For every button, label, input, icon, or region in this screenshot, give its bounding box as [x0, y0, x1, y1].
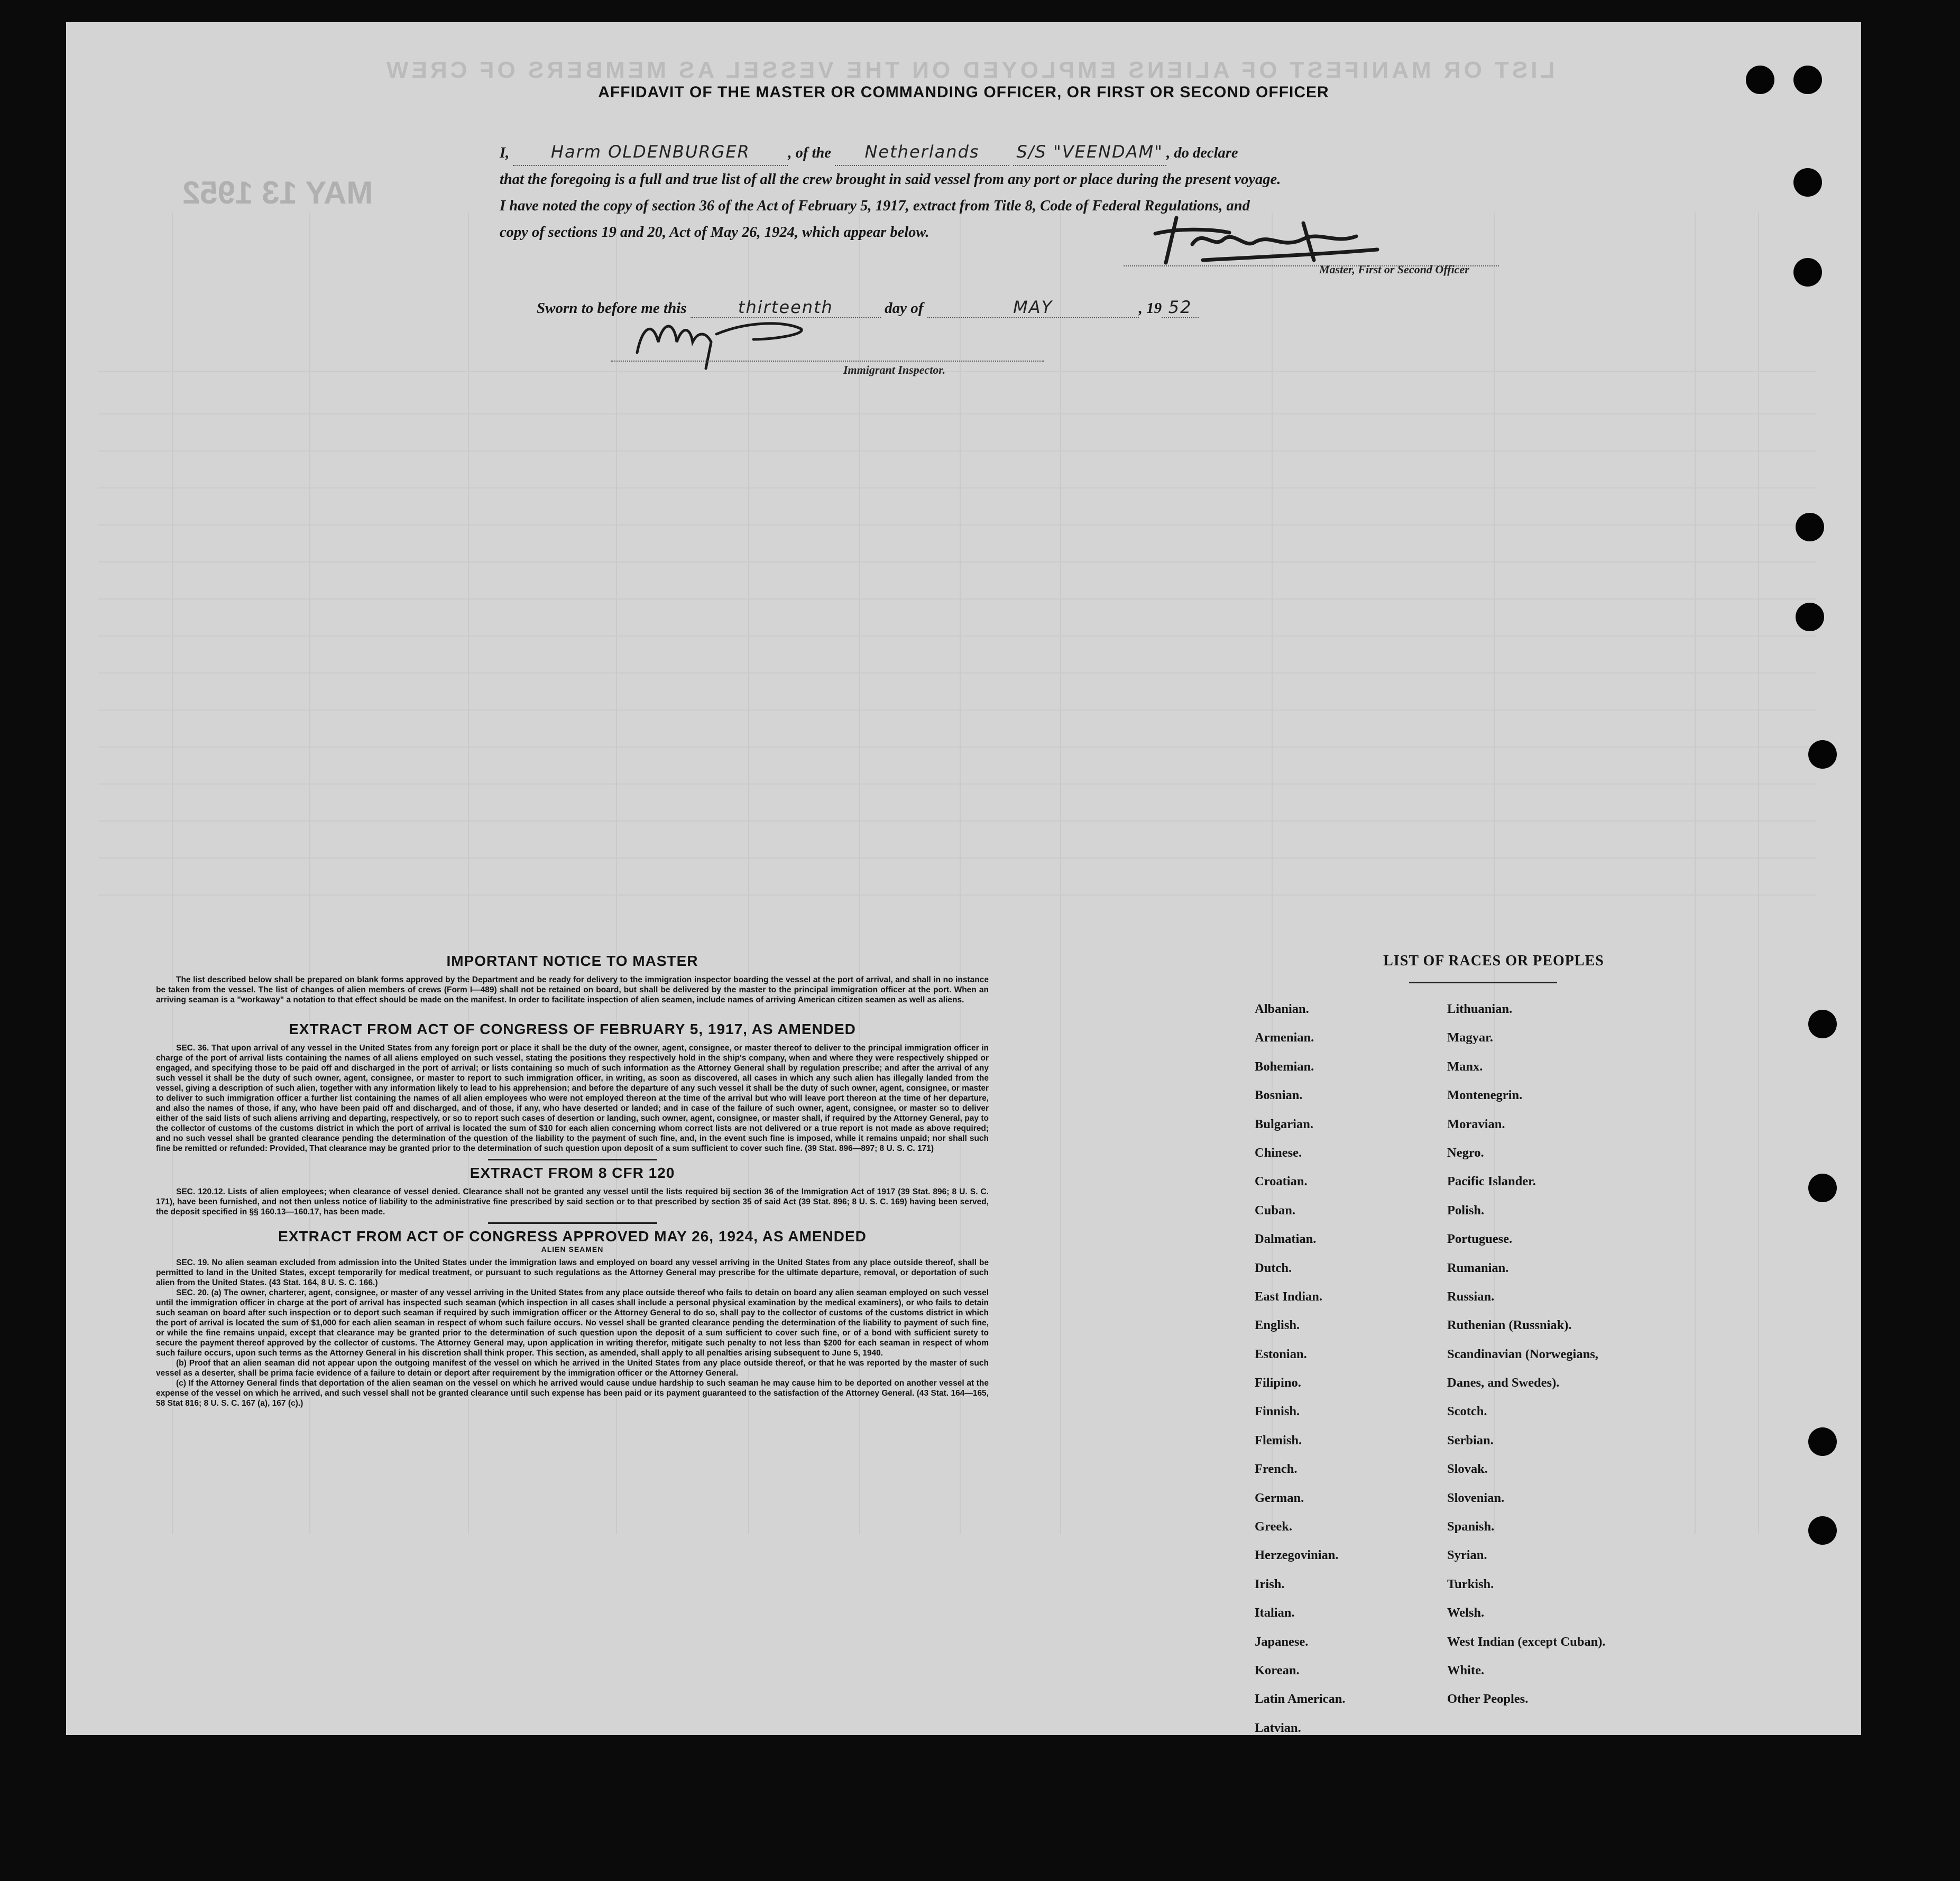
- master-signature-label: Master, First or Second Officer: [1319, 263, 1469, 276]
- bleed-line: [98, 635, 1816, 637]
- affidavit-of-the: , of the: [788, 145, 831, 161]
- race-item: Syrian.: [1447, 1548, 1487, 1563]
- race-item: East Indian.: [1255, 1289, 1323, 1304]
- race-item: Finnish.: [1255, 1404, 1300, 1419]
- extract3-sec20c: (c) If the Attorney General finds that deportation of the alien seaman on the vessel on which he arrived would cause undue hardship to such seaman he may cause him to be deported on another vessel at the expense of the vessel on which he arrived, and such vessel shall not be granted clearance until such expense has been paid or its payment guaranteed to the satisfaction of the Attorney General. (43 Stat. 164—165, 58 Stat 816; 8 U. S. C. 167 (a), 167 (c).): [156, 1379, 989, 1408]
- race-item: German.: [1255, 1490, 1304, 1505]
- extract3-title: EXTRACT FROM ACT OF CONGRESS APPROVED MAY 26, 1924, AS AMENDED: [278, 1228, 867, 1244]
- punch-hole: [1808, 1174, 1837, 1202]
- punch-hole: [1796, 603, 1824, 631]
- affidavit-prefix: I,: [500, 145, 510, 161]
- extract3-sec20b: (b) Proof that an alien seaman did not appear upon the outgoing manifest of the vessel on which he arrived in the United States from any place outside thereof, or that he was reported by the master of such vessel as a deserter, shall be prima facie evidence of a failure to detain or deport after requirement by the immigration officer or the Attorney General.: [156, 1359, 989, 1378]
- extract3-sec20a: SEC. 20. (a) The owner, charterer, agent, consignee, or master of any vessel arriving in the United States from any place outside thereof who fails to detain on board any alien seaman employed on such vessel until the immigration officer in charge at the port of arrival has inspected such seaman (which inspection in all cases shall include a personal physical examination by the medical examiners), or who fails to detain such seaman on board after such inspection or to deport such seaman if required by such immigration officer or the Attorney General to do so, shall pay to the collector of customs of the customs district in which the port of arrival is located the sum of $1,000 for each alien seaman in respect of whom such failure occurs. No vessel shall be granted clearance pending the determination of the liability to payment of such fine, or while the fine remains unpaid, except that clearance may be granted prior to the determination of such question upon the deposit of a sum sufficient to cover such fine, or of a bond with sufficient surety to secure the payment thereof approved by the collector of customs. The Attorney General may, upon application in writing therefor, mitigate such penalty to not less than $200 for each seaman in respect of whom such failure occurs, upon such terms as the Attorney General in his discretion shall think proper. This section, as amended, shall apply to all penalties arising subsequent to June 5, 1940.: [156, 1288, 989, 1358]
- notice-column: [156, 953, 989, 1408]
- race-item: Dutch.: [1255, 1260, 1292, 1275]
- divider: [488, 1222, 657, 1224]
- manifest-sheet: [66, 22, 1861, 1735]
- race-item: Russian.: [1447, 1289, 1495, 1304]
- affidavit-declare: , do declare: [1166, 145, 1238, 161]
- race-item: Scandinavian (Norwegians,: [1447, 1347, 1598, 1361]
- race-item: Armenian.: [1255, 1030, 1314, 1045]
- punch-hole: [1746, 66, 1774, 94]
- punch-hole: [1796, 513, 1824, 541]
- notice-text: The list described below shall be prepared on blank forms approved by the Department and be ready for delivery to the immigration inspector boarding the vessel at the port of arrival, and shall in no instance be taken from the vessel. The list of changes of alien members of crews (Form I—489) shall not be retained on board, but shall be delivered by the master to the principal immigration officer at the port. When an arriving seaman is a "workaway" a notation to that effect should be made on the manifest. In order to facilitate inspection of alien seamen, include names of arriving American citizen seamen as well as aliens.: [156, 975, 989, 1004]
- affidavit-line-2: that the foregoing is a full and true list of all the crew brought in said vessel from any port or place during the present voyage.: [500, 171, 1281, 188]
- race-item: Korean.: [1255, 1663, 1300, 1677]
- race-item: Scotch.: [1447, 1404, 1487, 1419]
- bleed-through-title: LIST OR MANIFEST OF ALIENS EMPLOYED ON THE VESSEL AS MEMBERS OF CREW: [383, 57, 1555, 83]
- sworn-month: MAY: [927, 297, 1139, 318]
- punch-hole: [1808, 740, 1837, 769]
- race-item: Welsh.: [1447, 1606, 1485, 1620]
- bleed-line: [98, 857, 1816, 859]
- race-item: Slovenian.: [1447, 1490, 1505, 1505]
- master-name: Harm OLDENBURGER: [513, 139, 788, 166]
- bleed-line: [98, 598, 1816, 600]
- sworn-day: thirteenth: [691, 297, 881, 318]
- inspector-label: Immigrant Inspector.: [843, 363, 946, 376]
- extract3-sec19: SEC. 19. No alien seaman excluded from admission into the United States under the immigration laws and employed on board any vessel arriving in the United States from any place outside thereof, shall be permitted to land in the United States, except temporarily for medical treatment, or pursuant to such regulations as the Attorney General may prescribe for the ultimate departure, removal, or deportation of such alien from the United States. (43 Stat. 164, 8 U. S. C. 166.): [156, 1258, 989, 1287]
- race-item: Pacific Islander.: [1447, 1174, 1536, 1189]
- race-item: Polish.: [1447, 1203, 1485, 1218]
- sworn-year-prefix: , 19: [1138, 300, 1162, 317]
- master-signature: [1124, 228, 1499, 266]
- bleed-line: [98, 371, 1816, 372]
- vessel-name: S/S "VEENDAM": [1013, 139, 1166, 166]
- race-item: West Indian (except Cuban).: [1447, 1634, 1606, 1649]
- race-item: Cuban.: [1255, 1203, 1295, 1218]
- race-item: Manx.: [1447, 1059, 1483, 1074]
- race-item: Chinese.: [1255, 1145, 1302, 1160]
- races-left-column: [1255, 1000, 1346, 1735]
- race-item: Filipino.: [1255, 1376, 1301, 1390]
- bleed-through-stamp: MAY 13 1952: [182, 175, 373, 210]
- race-item: Danes, and Swedes).: [1447, 1376, 1560, 1390]
- extract2-title: EXTRACT FROM 8 CFR 120: [470, 1165, 675, 1181]
- race-item: Turkish.: [1447, 1576, 1494, 1591]
- race-item: English.: [1255, 1318, 1300, 1333]
- extract2-text: SEC. 120.12. Lists of alien employees; when clearance of vessel denied. Clearance shall not be granted any vessel until the lists required bij section 36 of the Immigration Act of 1917 (39 Stat. 896; 8 U. S. C. 171), have been furnished, and not then unless notice of liability to the administrative fine prescribed by said section or to that prescribed by section 35 of said Act (39 Stat. 896; 8 U. S. C. 169) having been served, the deposit specified in §§ 160.13—160.17, has been made.: [156, 1187, 989, 1216]
- races-rule: [1409, 982, 1557, 983]
- race-item: Montenegrin.: [1447, 1088, 1523, 1103]
- race-item: Bohemian.: [1255, 1059, 1314, 1074]
- race-item: Bulgarian.: [1255, 1117, 1313, 1131]
- bleed-line: [98, 895, 1816, 896]
- race-item: Other Peoples.: [1447, 1692, 1529, 1707]
- bleed-line: [98, 413, 1816, 414]
- race-item: Rumanian.: [1447, 1260, 1509, 1275]
- race-item: Croatian.: [1255, 1174, 1308, 1189]
- race-item: Italian.: [1255, 1606, 1295, 1620]
- race-item: Herzegovinian.: [1255, 1548, 1339, 1563]
- affidavit-line-4: copy of sections 19 and 20, Act of May 26, 1924, which appear below.: [500, 224, 930, 241]
- affidavit-title: AFFIDAVIT OF THE MASTER OR COMMANDING OFFICER, OR FIRST OR SECOND OFFICER: [598, 84, 1329, 101]
- punch-hole: [1793, 258, 1822, 287]
- bleed-line: [98, 783, 1816, 785]
- races-right-column: [1447, 1000, 1605, 1719]
- race-item: Lithuanian.: [1447, 1002, 1513, 1016]
- sworn-year: 52: [1162, 297, 1199, 318]
- punch-hole: [1808, 1516, 1837, 1545]
- race-item: Bosnian.: [1255, 1088, 1303, 1103]
- race-item: Greek.: [1255, 1519, 1292, 1534]
- punch-hole: [1808, 1010, 1837, 1038]
- divider: [488, 1159, 657, 1160]
- race-item: Irish.: [1255, 1576, 1285, 1591]
- race-item: White.: [1447, 1663, 1485, 1677]
- race-item: Portuguese.: [1447, 1232, 1513, 1247]
- vessel-nationality: Netherlands: [835, 139, 1009, 166]
- race-item: Albanian.: [1255, 1002, 1309, 1016]
- bleed-line: [98, 672, 1816, 674]
- race-item: Serbian.: [1447, 1433, 1494, 1447]
- master-signature-scribble: [1145, 213, 1388, 271]
- bleed-line: [98, 746, 1816, 748]
- race-item: Spanish.: [1447, 1519, 1495, 1534]
- race-item: Latin American.: [1255, 1692, 1346, 1707]
- bleed-line: [1695, 213, 1696, 1534]
- race-item: French.: [1255, 1462, 1298, 1477]
- affidavit-line-1: [500, 139, 1531, 167]
- race-item: Flemish.: [1255, 1433, 1302, 1447]
- punch-hole: [1793, 66, 1822, 94]
- race-item: Ruthenian (Russniak).: [1447, 1318, 1572, 1333]
- race-item: Dalmatian.: [1255, 1232, 1317, 1247]
- notice-title: IMPORTANT NOTICE TO MASTER: [446, 953, 698, 969]
- race-item: Slovak.: [1447, 1462, 1488, 1477]
- bleed-line: [98, 450, 1816, 451]
- race-item: Estonian.: [1255, 1347, 1307, 1361]
- extract1-title: EXTRACT FROM ACT OF CONGRESS OF FEBRUARY 5, 1917, AS AMENDED: [289, 1021, 856, 1037]
- race-item: Negro.: [1447, 1145, 1484, 1160]
- inspector-signature: [627, 310, 849, 374]
- race-item: Magyar.: [1447, 1030, 1493, 1045]
- extract3-subtitle: ALIEN SEAMEN: [541, 1245, 604, 1253]
- bleed-line: [98, 709, 1816, 711]
- bleed-line: [98, 524, 1816, 525]
- sworn-day-of: day of: [885, 300, 924, 317]
- extract1-text: SEC. 36. That upon arrival of any vessel in the United States from any foreign port or place it shall be the duty of the owner, agent, consignee, or master thereof to deliver to the principal immigration officer in charge of the port of arrival lists containing the names of all aliens employed on such vessel, stating the positions they respectively hold in the ship's company, when and where they were respectively shipped or engaged, and specifying those to be paid off and discharged in the port of arrival; or lists containing so much of such information as the Attorney General shall by regulation prescribe; and after the arrival of any such vessel it shall be the duty of such owner, agent, consignee, or master to report to such immigration officer, in writing, as soon as discovered, all cases in which any such alien has illegally landed from the vessel, giving a description of such alien, together with any information likely to lead to his apprehension; and before the departure of any such vessel it shall be the duty of such owner, agent, consignee, or master to deliver to such immigration officer a further list containing the names of all alien employees who were not employed thereon at the time of the arrival but who will leave port thereon at the time of her departure, and also the names of those, if any, who have been paid off and discharged, and of those, if any, who have deserted or landed; and in case of the failure of such owner, agent, consignee, or master so to deliver either of the said lists of such aliens arriving and departing, respectively, or so to report such cases of desertion or landing, such owner, agent, consignee, or master shall, if required by the Attorney General, pay to the collector of customs of the customs district in which the port of arrival is located the sum of $10 for each alien concerning whom correct lists are not delivered or a true report is not made as above required; and no such vessel shall be granted clearance pending the determination of the question of the liability to the payment of such fine, and, in the event such fine is imposed, while it remains unpaid; nor shall such fine be remitted or refunded: Provided, That clearance may be granted prior to the determination of such question upon deposit of a sum sufficient to cover such fine. (39 Stat. 896—897; 8 U. S. C. 171): [156, 1044, 989, 1153]
- bleed-line: [98, 487, 1816, 488]
- punch-hole: [1808, 1427, 1837, 1456]
- bleed-line: [98, 561, 1816, 563]
- inspector-line: [611, 361, 1044, 362]
- race-item: Moravian.: [1447, 1117, 1505, 1131]
- affidavit-line-3: I have noted the copy of section 36 of the Act of February 5, 1917, extract from Title 8, Code of Federal Regulations, and: [500, 198, 1250, 214]
- bleed-line: [1758, 213, 1759, 1534]
- race-item: Latvian.: [1255, 1720, 1301, 1735]
- bleed-line: [1060, 213, 1061, 1534]
- bleed-line: [98, 820, 1816, 822]
- punch-hole: [1793, 168, 1822, 197]
- race-item: Japanese.: [1255, 1634, 1309, 1649]
- races-title: LIST OF RACES OR PEOPLES: [1383, 953, 1604, 969]
- sworn-prefix: Sworn to before me this: [537, 300, 687, 317]
